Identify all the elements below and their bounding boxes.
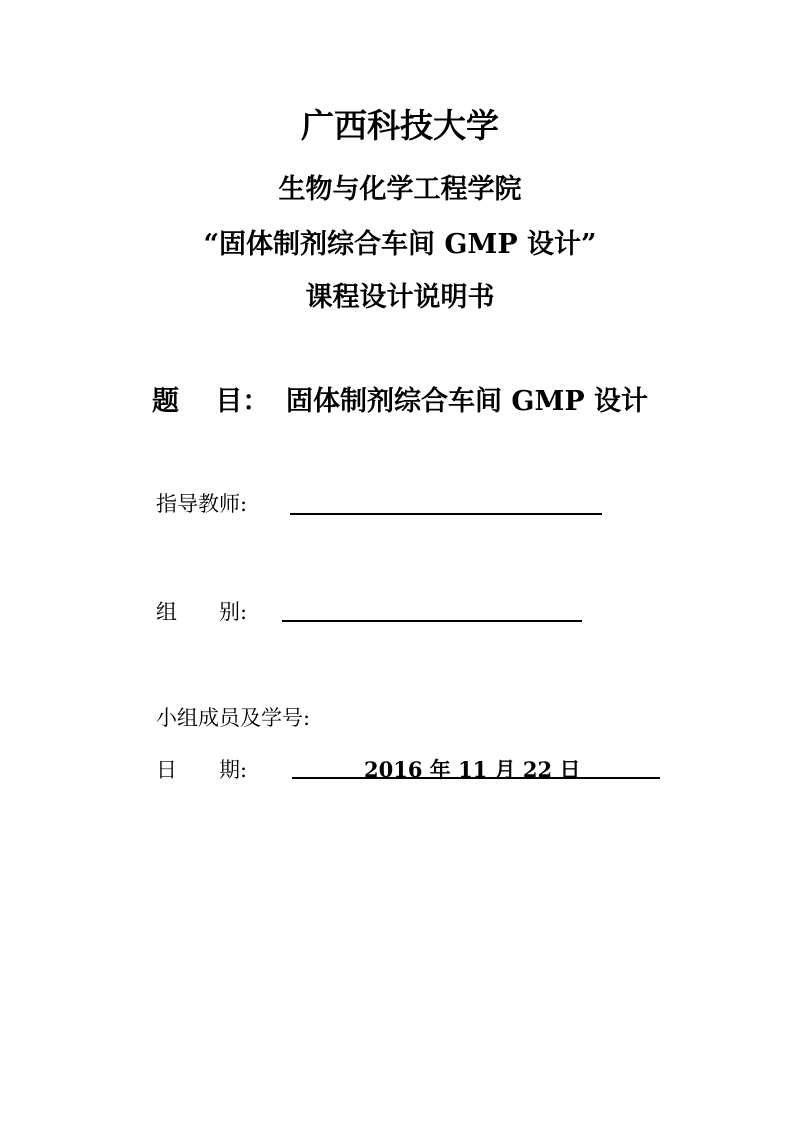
university-name: 广西科技大学: [301, 106, 499, 145]
advisor-value: [290, 490, 602, 514]
date-label: 日 期:: [156, 758, 248, 782]
group-underline: [282, 620, 582, 622]
topic-label: 题 目：: [152, 386, 270, 417]
group-label: 组 别:: [156, 600, 248, 624]
date-value: 2016 年 11 月 22 日: [364, 757, 581, 782]
document-type: 课程设计说明书: [305, 282, 495, 313]
members-label: 小组成员及学号:: [156, 706, 311, 730]
advisor-underline: [290, 513, 602, 515]
college-name: 生物与化学工程学院: [278, 174, 522, 205]
course-title: “固体制剂综合车间 GMP 设计”: [203, 229, 597, 260]
advisor-label: 指导教师:: [156, 492, 248, 516]
date-underline: [292, 777, 660, 779]
group-value: [282, 598, 582, 622]
topic-value: 固体制剂综合车间 GMP 设计: [286, 386, 649, 417]
